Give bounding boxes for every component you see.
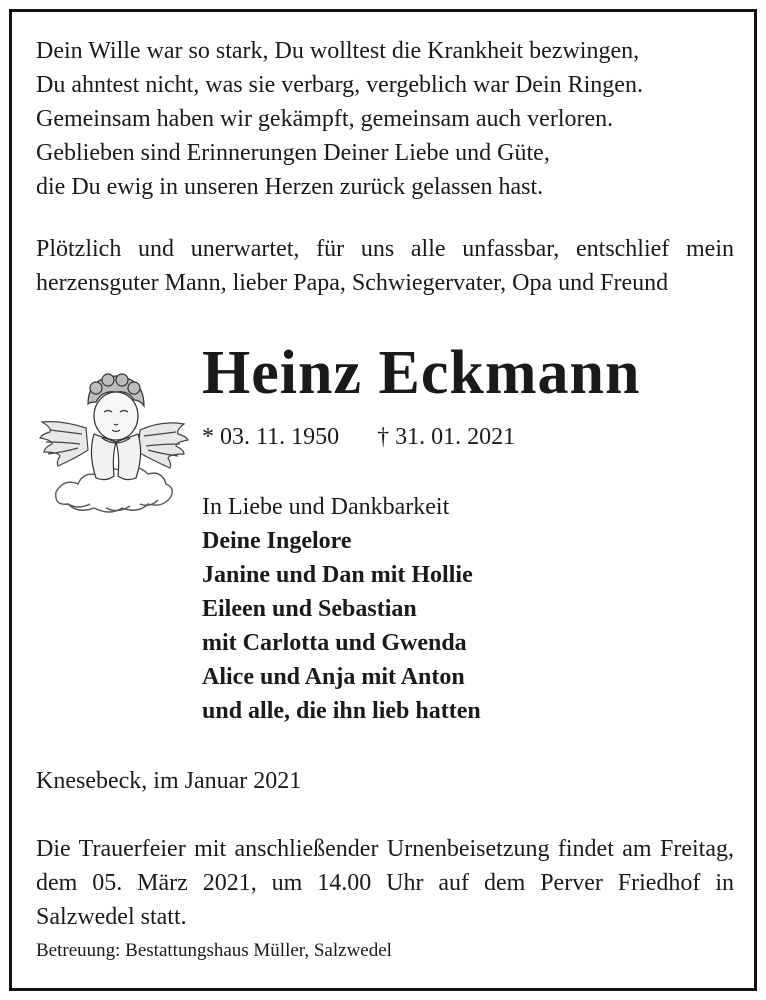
poem-line: Du ahntest nicht, was sie verbarg, vergeblich war Dein Ringen.: [36, 72, 643, 98]
service-info: Die Trauerfeier mit anschließender Urnenbeisetzung findet am Freitag, dem 05. März 2021, um 14.00 Uhr auf dem Perver Friedhof in Salzwedel statt.: [36, 836, 734, 930]
family-member: und alle, die ihn lieb hatten: [202, 698, 481, 724]
angel-icon: [36, 364, 192, 524]
poem-line: die Du ewig in unseren Herzen zurück gelassen hast.: [36, 174, 544, 200]
deceased-name: Heinz Eckmann: [202, 339, 641, 407]
obituary-notice: [9, 9, 757, 991]
death-date: † 31. 01. 2021: [377, 424, 516, 450]
family-signature: [202, 490, 481, 728]
poem-line: Dein Wille war so stark, Du wolltest die Krankheit bezwingen,: [36, 38, 640, 64]
intro-text: Plötzlich und unerwartet, für uns alle unfassbar, entschlief mein herzensguter Mann, lieber Papa, Schwiegervater, Opa und Freund: [36, 236, 734, 296]
life-dates: [202, 424, 515, 451]
poem-line: Geblieben sind Erinnerungen Deiner Liebe und Güte,: [36, 140, 550, 166]
birth-date: * 03. 11. 1950: [202, 424, 340, 450]
family-member: Deine Ingelore: [202, 528, 352, 554]
funeral-home-credit: Betreuung: Bestattungshaus Müller, Salzwedel: [36, 940, 392, 961]
family-member: Eileen und Sebastian: [202, 596, 417, 622]
family-intro: In Liebe und Dankbarkeit: [202, 494, 450, 520]
family-member: Alice und Anja mit Anton: [202, 664, 465, 690]
family-member: Janine und Dan mit Hollie: [202, 562, 473, 588]
poem-line: Gemeinsam haben wir gekämpft, gemeinsam auch verloren.: [36, 106, 614, 132]
place-date: Knesebeck, im Januar 2021: [36, 768, 302, 794]
family-member: mit Carlotta und Gwenda: [202, 630, 467, 656]
poem: [36, 34, 736, 204]
